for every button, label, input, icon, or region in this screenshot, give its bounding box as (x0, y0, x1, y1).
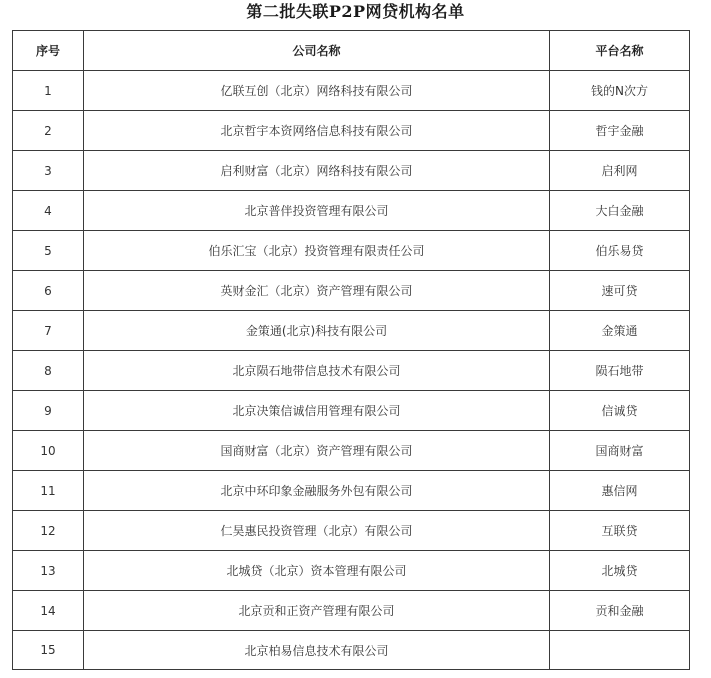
table-row (13, 631, 690, 670)
platform-name-cell (550, 631, 690, 670)
lost-contact-platform-table (12, 30, 690, 670)
platform-name-cell: 国商财富 (550, 431, 690, 471)
row-index-cell: 2 (13, 111, 84, 151)
row-index-cell: 1 (13, 71, 84, 111)
platform-name-cell: 贡和金融 (550, 591, 690, 631)
table-row (13, 391, 690, 431)
platform-name-cell: 钱的N次方 (550, 71, 690, 111)
platform-name-cell: 北城贷 (550, 551, 690, 591)
table-row (13, 271, 690, 311)
table-row (13, 551, 690, 591)
company-name-cell: 国商财富（北京）资产管理有限公司 (84, 431, 550, 471)
row-index-cell: 5 (13, 231, 84, 271)
platform-name-cell: 惠信网 (550, 471, 690, 511)
table-row (13, 511, 690, 551)
row-index-cell: 13 (13, 551, 84, 591)
platform-name-cell: 陨石地带 (550, 351, 690, 391)
table-row (13, 431, 690, 471)
table-row (13, 591, 690, 631)
company-name-cell: 北京柏易信息技术有限公司 (84, 631, 550, 670)
column-header-company: 公司名称 (84, 31, 550, 71)
column-header-index: 序号 (13, 31, 84, 71)
company-name-cell: 北京陨石地带信息技术有限公司 (84, 351, 550, 391)
table-row (13, 151, 690, 191)
company-name-cell: 金策通(北京)科技有限公司 (84, 311, 550, 351)
row-index-cell: 7 (13, 311, 84, 351)
row-index-cell: 3 (13, 151, 84, 191)
platform-name-cell: 伯乐易贷 (550, 231, 690, 271)
company-name-cell: 北城贷（北京）资本管理有限公司 (84, 551, 550, 591)
platform-name-cell: 哲宇金融 (550, 111, 690, 151)
row-index-cell: 12 (13, 511, 84, 551)
company-name-cell: 北京贡和正资产管理有限公司 (84, 591, 550, 631)
row-index-cell: 6 (13, 271, 84, 311)
company-name-cell: 英财金汇（北京）资产管理有限公司 (84, 271, 550, 311)
table-row (13, 71, 690, 111)
row-index-cell: 8 (13, 351, 84, 391)
company-name-cell: 北京中环印象金融服务外包有限公司 (84, 471, 550, 511)
table-row (13, 191, 690, 231)
platform-name-cell: 大白金融 (550, 191, 690, 231)
company-name-cell: 北京决策信诚信用管理有限公司 (84, 391, 550, 431)
row-index-cell: 9 (13, 391, 84, 431)
table-header-row (13, 31, 690, 71)
column-header-platform: 平台名称 (550, 31, 690, 71)
row-index-cell: 4 (13, 191, 84, 231)
row-index-cell: 15 (13, 631, 84, 670)
company-name-cell: 启利财富（北京）网络科技有限公司 (84, 151, 550, 191)
platform-name-cell: 速可贷 (550, 271, 690, 311)
table-row (13, 351, 690, 391)
company-name-cell: 伯乐汇宝（北京）投资管理有限责任公司 (84, 231, 550, 271)
table-row (13, 311, 690, 351)
table-row (13, 231, 690, 271)
company-name-cell: 亿联互创（北京）网络科技有限公司 (84, 71, 550, 111)
company-name-cell: 仁昊惠民投资管理（北京）有限公司 (84, 511, 550, 551)
platform-name-cell: 信诚贷 (550, 391, 690, 431)
platform-name-cell: 启利网 (550, 151, 690, 191)
row-index-cell: 11 (13, 471, 84, 511)
platform-name-cell: 互联贷 (550, 511, 690, 551)
platform-name-cell: 金策通 (550, 311, 690, 351)
row-index-cell: 10 (13, 431, 84, 471)
company-name-cell: 北京普伴投资管理有限公司 (84, 191, 550, 231)
page-title: 第二批失联P2P网贷机构名单 (246, 2, 465, 21)
row-index-cell: 14 (13, 591, 84, 631)
table-row (13, 111, 690, 151)
table-row (13, 471, 690, 511)
company-name-cell: 北京哲宇本资网络信息科技有限公司 (84, 111, 550, 151)
